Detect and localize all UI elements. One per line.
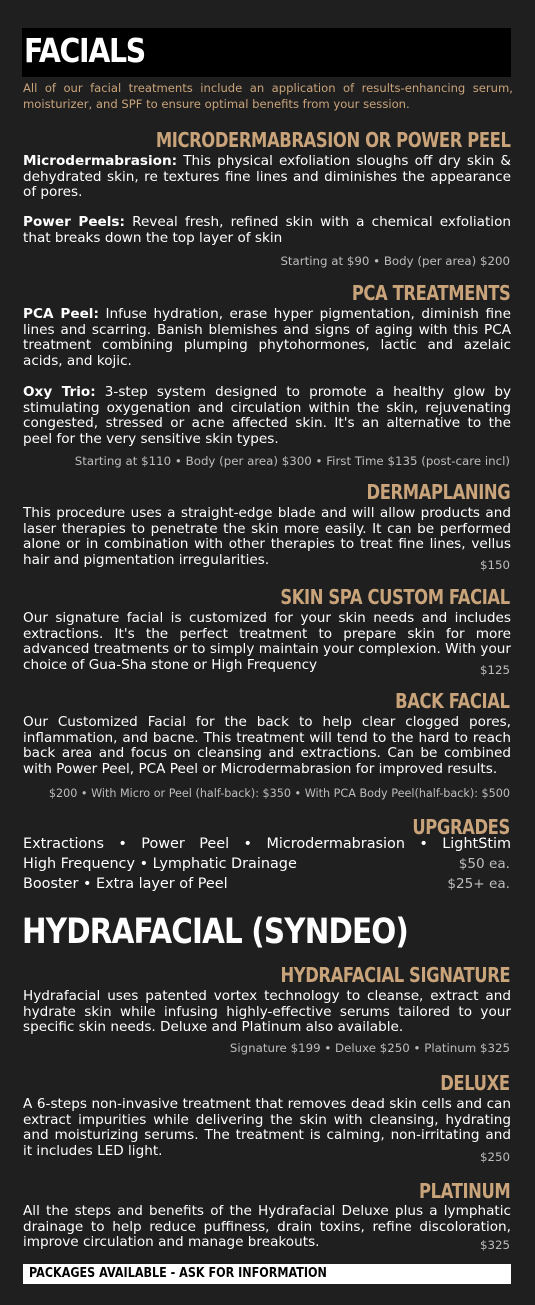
- packages-banner-text: PACKAGES AVAILABLE - ASK FOR INFORMATION: [29, 1266, 327, 1281]
- derma-section-title: DERMAPLANING: [366, 480, 510, 504]
- upgrades-line-1: Extractions • Power Peel • Microdermabrasion • LightStim: [23, 836, 511, 852]
- upgrades-line-3: Booster • Extra layer of Peel: [23, 876, 228, 892]
- micro-label: Microdermabrasion:: [23, 153, 178, 169]
- pca-peel-text: Infuse hydration, erase hyper pigmentation, diminish fine lines and scarring. Banish blemishes and signs of aging with this PCA treatment combining plumping phytohormones, lactic and azelaic acids, and kojic.: [23, 306, 511, 369]
- platinum-title: PLATINUM: [418, 1179, 510, 1203]
- upgrades-line-2-price: $50 ea.: [458, 856, 510, 872]
- deluxe-text: A 6-steps non-invasive treatment that removes dead skin cells and can extract impurities while delivering the skin with cleansing, hydrating and moisturizing serums. The treatment is calming, non-irritating and it includes LED light.: [23, 1096, 511, 1159]
- deluxe-title: DELUXE: [440, 1071, 510, 1095]
- pca-price: Starting at $110 • Body (per area) $300 • First Time $135 (post-care incl): [74, 454, 510, 468]
- power-peel-label: Power Peels:: [23, 214, 125, 230]
- back-price: $200 • With Micro or Peel (half-back): $350 • With PCA Body Peel(half-back): $500: [48, 787, 510, 800]
- power-peel-paragraph: [23, 215, 511, 246]
- back-section-title: BACK FACIAL: [395, 689, 510, 713]
- custom-section-title: SKIN SPA CUSTOM FACIAL: [280, 585, 510, 609]
- upgrades-line-3-price: $25+ ea.: [447, 876, 510, 892]
- derma-text: This procedure uses a straight-edge blade and will allow products and laser therapies to penetrate the skin more easily. It can be performed alone or in combination with other therapies to treat fine lines, vellus hair and pigmentation irregularities.: [23, 505, 511, 568]
- upgrades-line-2: High Frequency • Lymphatic Drainage: [23, 856, 297, 872]
- packages-banner: [23, 1264, 511, 1284]
- hydra-signature-text: Hydrafacial uses patented vortex technology to cleanse, extract and hydrate skin while infusing highly-effective serums tailored to your specific skin needs. Deluxe and Platinum also available.: [23, 988, 511, 1036]
- oxy-trio-paragraph: [23, 385, 511, 447]
- hydra-signature-title: HYDRAFACIAL SIGNATURE: [280, 963, 510, 987]
- pca-peel-label: PCA Peel:: [23, 306, 99, 322]
- derma-price: $150: [479, 558, 510, 572]
- facials-header-bar: [22, 28, 511, 77]
- hydrafacial-title: HYDRAFACIAL (SYNDEO): [22, 912, 409, 952]
- pca-section-title: PCA TREATMENTS: [351, 281, 510, 305]
- custom-price: $125: [479, 663, 510, 677]
- back-text: Our Customized Facial for the back to help clear clogged pores, inflammation, and bacne. This treatment will tend to the hard to reach back area and focus on cleansing and extractions. Can be combined with Power Peel, PCA Peel or Microdermabrasion for improved results.: [23, 714, 511, 777]
- micro-price: Starting at $90 • Body (per area) $200: [280, 254, 510, 268]
- oxy-trio-text: 3-step system designed to promote a healthy glow by stimulating oxygenation and circulation within the skin, rejuvenating congested, stressed or acne affected skin. It's an alternative to the peel for the very sensitive skin types.: [23, 384, 511, 447]
- power-peel-text: Reveal fresh, refined skin with a chemical exfoliation that breaks down the top layer of skin: [23, 214, 512, 246]
- upgrades-section-title: UPGRADES: [412, 815, 510, 839]
- micro-paragraph: [23, 154, 511, 201]
- facials-title: FACIALS: [24, 31, 145, 70]
- deluxe-price: $250: [479, 1150, 510, 1164]
- platinum-price: $325: [479, 1238, 510, 1252]
- pca-peel-paragraph: [23, 307, 511, 369]
- facials-intro: All of our facial treatments include an application of results-enhancing serum, moisturizer, and SPF to ensure optimal benefits from your session.: [23, 81, 513, 111]
- custom-text: Our signature facial is customized for your skin needs and includes extractions. It's the perfect treatment to prepare skin for more advanced treatments or to simply maintain your complexion. With your choice of Gua-Sha stone or High Frequency: [23, 610, 511, 673]
- micro-section-title: MICRODERMABRASION OR POWER PEEL: [155, 128, 510, 152]
- platinum-text: All the steps and benefits of the Hydrafacial Deluxe plus a lymphatic drainage to help reduce puffiness, drain toxins, refine discoloration, improve circulation and manage breakouts.: [23, 1203, 511, 1251]
- hydra-signature-price: Signature $199 • Deluxe $250 • Platinum $325: [229, 1041, 510, 1055]
- micro-text: This physical exfoliation sloughs off dry skin & dehydrated skin, re textures fine lines and diminishes the appearance of pores.: [23, 153, 511, 201]
- oxy-trio-label: Oxy Trio:: [23, 384, 96, 400]
